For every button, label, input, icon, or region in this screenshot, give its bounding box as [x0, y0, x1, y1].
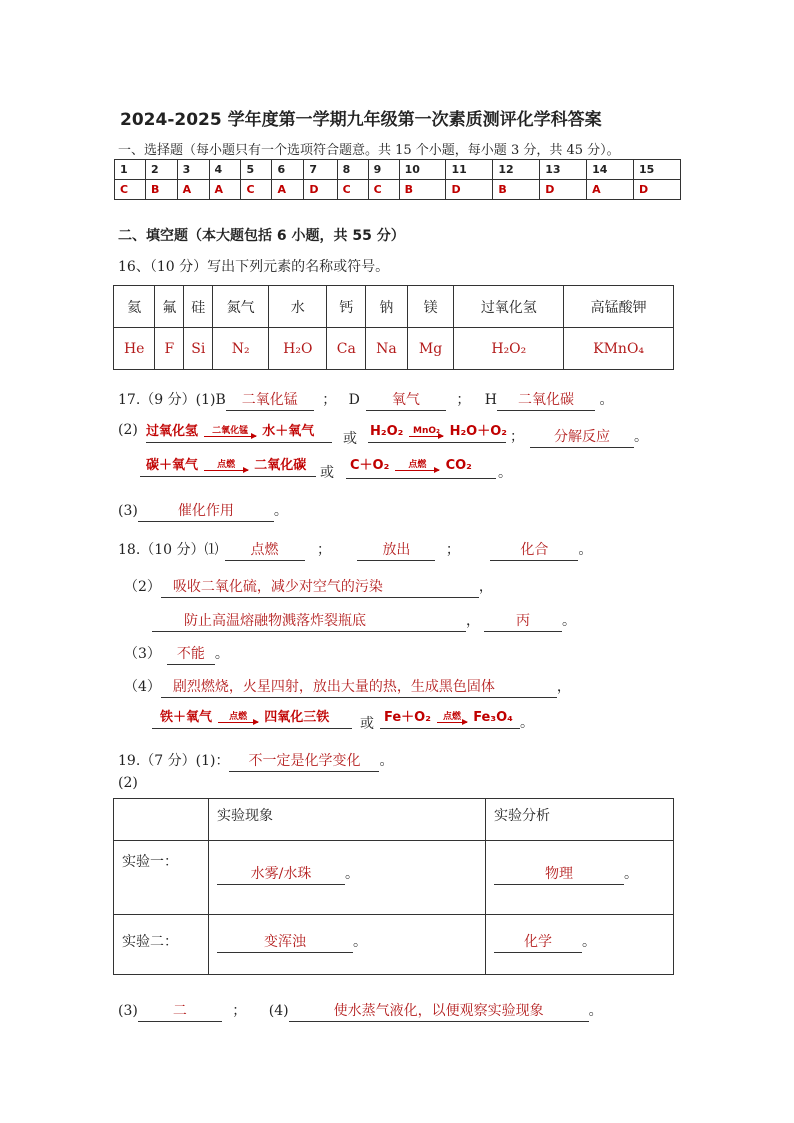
answer-cell: C	[337, 180, 368, 200]
eq-reactant: 过氧化氢	[146, 424, 199, 439]
q19-prefix: 19.（7 分）(1)：	[118, 753, 230, 769]
or-text: 或	[343, 431, 357, 447]
q18-answer-1: 点燃	[225, 539, 305, 561]
q18-answer-3: 化合	[490, 539, 578, 561]
element-answer-cell: Ca	[327, 328, 366, 370]
answer-cell: D	[446, 180, 493, 200]
underline	[146, 442, 332, 443]
period: 。	[599, 392, 614, 408]
equation-word-iron	[160, 706, 329, 725]
underline	[152, 728, 352, 729]
answer-cell: D	[633, 180, 680, 200]
element-name-cell: 硅	[184, 286, 213, 328]
q18-line1	[118, 539, 592, 561]
answer-cell: D	[304, 180, 337, 200]
reaction-arrow-icon	[218, 712, 258, 723]
answer-cell: A	[209, 180, 241, 200]
question-number-cell: 14	[587, 160, 634, 180]
answer-cell: C	[115, 180, 146, 200]
answer-cell: B	[399, 180, 446, 200]
element-answer-cell: H₂O₂	[454, 328, 564, 370]
question-number-cell: 13	[540, 160, 587, 180]
reaction-arrow-icon	[395, 460, 439, 471]
eq-product: 水＋氧气	[262, 424, 315, 439]
period: 。	[520, 715, 534, 731]
answer-cell: C	[241, 180, 272, 200]
row-header-exp2: 实验二：	[114, 915, 209, 975]
element-answer-row	[114, 328, 674, 370]
eq-condition: MnO₂	[412, 426, 440, 436]
q17-part3-label: (3)	[118, 503, 138, 519]
question-number-cell: 3	[177, 160, 209, 180]
q18-prefix: 18.（10 分）⑴	[118, 542, 219, 558]
comma: ，	[556, 679, 571, 695]
q17-answer-h: 二氧化碳	[497, 389, 595, 411]
period: 。	[214, 646, 229, 662]
comma: ，	[478, 579, 493, 595]
eq-product: 四氧化三铁	[264, 710, 330, 725]
element-name-cell: 氦	[114, 286, 155, 328]
q17-part2-label: (2)	[118, 422, 138, 438]
q17-answer-d: 氧气	[366, 389, 446, 411]
element-answer-cell: N₂	[213, 328, 269, 370]
q18-part2-label: （2）	[124, 579, 161, 595]
q18-answer-2: 放出	[357, 539, 435, 561]
period: 。	[379, 753, 394, 769]
question-number-cell: 1	[115, 160, 146, 180]
question-number-cell: 7	[304, 160, 337, 180]
section-heading-choice: 一、选择题（每小题只有一个选项符合题意。共 15 个小题，每小题 3 分，共 45 分）。	[118, 143, 620, 158]
section-heading-fill: 二、填空题（本大题包括 6 小题，共 55 分）	[118, 228, 405, 244]
q18-answer-7: 不能	[167, 643, 215, 665]
separator: ；	[510, 429, 524, 445]
question-number-cell: 8	[337, 160, 368, 180]
equation-formula-carbon	[350, 454, 472, 473]
exp2-analysis: 化学	[494, 931, 582, 953]
eq-reactant: 铁＋氧气	[160, 710, 213, 725]
eq-condition: 点燃	[229, 712, 248, 722]
underline	[140, 476, 316, 477]
answer-cell: A	[177, 180, 209, 200]
element-answer-cell: Si	[184, 328, 213, 370]
page-title: 2024-2025 学年度第一学期九年级第一次素质测评化学科答案	[120, 110, 602, 130]
period: 。	[624, 866, 638, 882]
reaction-arrow-icon	[204, 426, 256, 437]
q16-stem: 16、（10 分）写出下列元素的名称或符号。	[118, 259, 390, 275]
q18-part4-label: （4）	[124, 679, 161, 695]
eq-condition: 点燃	[443, 712, 462, 722]
q19-answer-3: 二	[138, 1000, 222, 1022]
underline	[346, 478, 496, 479]
question-number-cell: 6	[272, 160, 304, 180]
separator: ；	[456, 392, 471, 408]
element-answer-cell: H₂O	[269, 328, 327, 370]
q19-answer-1: 不一定是化学变化	[229, 750, 379, 772]
equation-word-carbon	[146, 454, 306, 473]
period: 。	[578, 542, 593, 558]
q19-part3-label: (3)	[118, 1003, 138, 1019]
element-name-cell: 水	[269, 286, 327, 328]
element-answer-cell: He	[114, 328, 155, 370]
equation-formula-h2o2	[370, 420, 507, 439]
eq-condition: 点燃	[408, 460, 427, 470]
underline	[380, 728, 520, 729]
eq-product: CO₂	[445, 458, 472, 473]
or-text: 或	[360, 716, 374, 732]
question-number-cell: 10	[399, 160, 446, 180]
element-name-row	[114, 286, 674, 328]
eq-product: H₂O＋O₂	[449, 424, 507, 439]
answer-row	[115, 180, 681, 200]
q18-answer-6: 丙	[484, 610, 562, 632]
reaction-arrow-icon	[204, 460, 248, 471]
exp1-phenomenon: 水雾/水珠	[217, 863, 345, 885]
separator: ；	[445, 542, 460, 558]
q19-part2-label: (2)	[118, 775, 138, 791]
q17-line1	[118, 389, 613, 411]
separator: ；	[316, 542, 331, 558]
underline	[368, 442, 506, 443]
eq-reactant: Fe＋O₂	[384, 710, 431, 725]
period: 。	[562, 613, 576, 629]
period: 。	[273, 503, 288, 519]
answer-cell: D	[540, 180, 587, 200]
separator: ；	[322, 392, 337, 408]
element-answer-cell: F	[155, 328, 184, 370]
equation-formula-iron	[384, 706, 513, 725]
corner-cell	[114, 799, 209, 841]
element-name-cell: 氟	[155, 286, 184, 328]
q19-part4-label: (4)	[268, 1003, 289, 1019]
period: 。	[345, 866, 359, 882]
eq-product: Fe₃O₄	[473, 710, 513, 725]
eq-reactant: H₂O₂	[370, 424, 404, 439]
experiment-table	[113, 798, 674, 975]
q18-answer-4: 吸收二氧化硫，减少对空气的污染	[161, 576, 479, 598]
separator: ；	[232, 1003, 247, 1019]
element-name-cell: 高锰酸钾	[564, 286, 674, 328]
q18-answer-5: 防止高温熔融物溅落炸裂瓶底	[152, 610, 466, 632]
element-name-cell: 钠	[366, 286, 408, 328]
question-number-cell: 4	[209, 160, 241, 180]
element-name-cell: 钙	[327, 286, 366, 328]
question-number-cell: 11	[446, 160, 493, 180]
answer-cell: A	[587, 180, 634, 200]
element-name-cell: 过氧化氢	[454, 286, 564, 328]
exp1-analysis: 物理	[494, 863, 624, 885]
element-answer-cell: Mg	[407, 328, 454, 370]
element-table	[113, 285, 674, 370]
eq-condition: 点燃	[217, 460, 236, 470]
answer-cell: B	[493, 180, 540, 200]
answer-cell: A	[272, 180, 304, 200]
eq-product: 二氧化碳	[254, 458, 307, 473]
element-answer-cell: KMnO₄	[564, 328, 674, 370]
period: 。	[582, 934, 596, 950]
exp2-phenomenon: 变浑浊	[217, 931, 353, 953]
element-answer-cell: Na	[366, 328, 408, 370]
eq-condition: 二氧化锰	[212, 426, 249, 436]
period: 。	[634, 429, 648, 445]
q17-answer-b: 二氧化锰	[226, 389, 314, 411]
q18-part3-label: （3）	[124, 646, 161, 662]
question-number-cell: 5	[241, 160, 272, 180]
reaction-arrow-icon	[437, 712, 467, 723]
eq-reactant: 碳＋氧气	[146, 458, 199, 473]
comma: ，	[466, 613, 480, 629]
period: 。	[498, 465, 512, 481]
eq-reactant: C＋O₂	[350, 458, 390, 473]
q17-prefix: 17.（9 分）(1)B	[118, 392, 226, 408]
period: 。	[353, 934, 367, 950]
question-number-cell: 2	[145, 160, 177, 180]
answer-cell: B	[145, 180, 177, 200]
period: 。	[588, 1003, 603, 1019]
question-number-cell: 15	[633, 160, 680, 180]
q18-answer-8: 剧烈燃烧，火星四射，放出大量的热，生成黑色固体	[161, 676, 557, 698]
element-name-cell: 氮气	[213, 286, 269, 328]
choice-answer-table	[114, 159, 681, 200]
question-number-cell: 12	[493, 160, 540, 180]
equation-word-h2o2	[146, 420, 314, 439]
reaction-arrow-icon	[409, 426, 443, 437]
q17-label-h: H	[484, 392, 498, 408]
col-header-phenomenon: 实验现象	[209, 799, 486, 841]
q17-answer-3: 催化作用	[138, 500, 274, 522]
question-number-row	[115, 160, 681, 180]
col-header-analysis: 实验分析	[486, 799, 674, 841]
q17-reaction-type: 分解反应	[530, 426, 634, 448]
element-name-cell: 镁	[407, 286, 454, 328]
answer-cell: C	[368, 180, 399, 200]
question-number-cell: 9	[368, 160, 399, 180]
q19-answer-4: 使水蒸气液化，以便观察实验现象	[289, 1000, 589, 1022]
q17-label-d: D	[348, 392, 360, 408]
or-text: 或	[320, 465, 334, 481]
row-header-exp1: 实验一：	[114, 841, 209, 915]
